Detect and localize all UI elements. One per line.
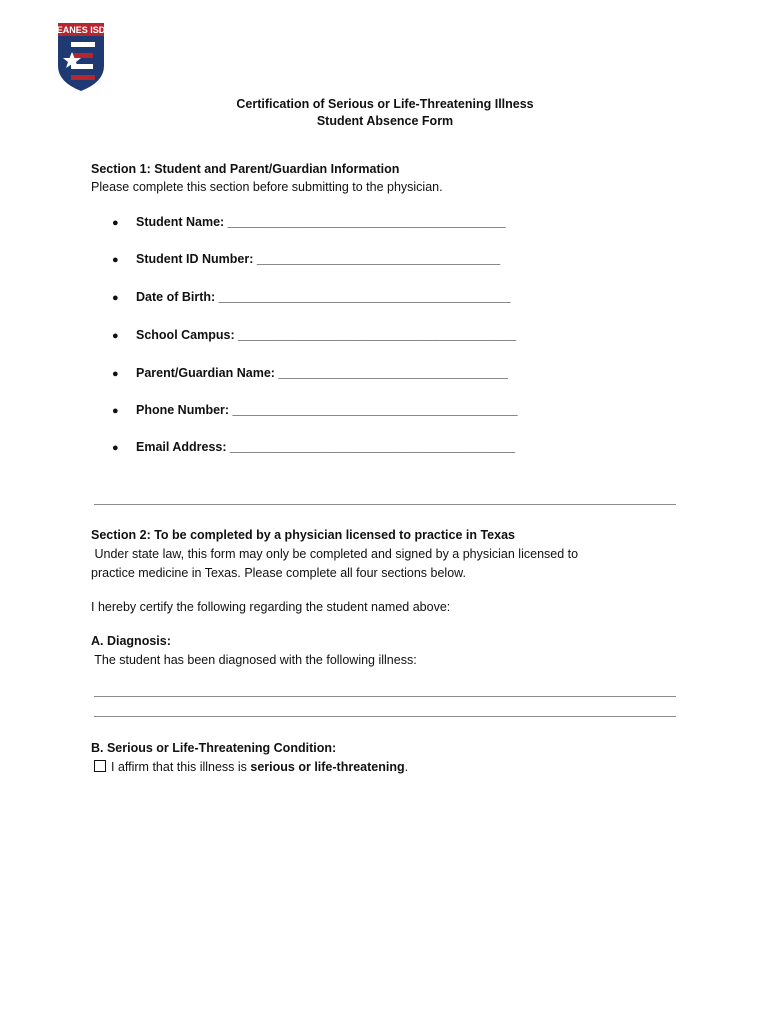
section1-instruction: Please complete this section before submitting to the physician. [91, 180, 443, 194]
section2-law-text-2: practice medicine in Texas. Please complete all four sections below. [91, 566, 466, 580]
student-id-field[interactable]: ● Student ID Number: ___________________________________ [112, 252, 501, 266]
section1-heading: Section 1: Student and Parent/Guardian Information [91, 162, 400, 176]
section2-law-text-1: Under state law, this form may only be completed and signed by a physician licensed to [91, 547, 579, 561]
section2-heading: Section 2: To be completed by a physician licensed to practice in Texas [91, 528, 515, 542]
bullet-icon: ● [112, 292, 119, 304]
form-subtitle: Student Absence Form [316, 114, 454, 128]
checkbox-icon[interactable] [94, 760, 106, 772]
form-title: Certification of Serious or Life-Threatening Illness [236, 97, 534, 111]
bullet-icon: ● [112, 330, 119, 342]
bullet-icon: ● [112, 217, 119, 229]
diagnosis-line-2[interactable] [94, 716, 676, 717]
bullet-icon: ● [112, 405, 119, 417]
phone-number-field[interactable]: ● Phone Number: _________________________________________ [112, 403, 518, 417]
certify-statement: I hereby certify the following regarding the student named above: [91, 600, 451, 614]
diagnosis-text: The student has been diagnosed with the following illness: [91, 653, 417, 667]
bullet-icon: ● [112, 368, 119, 380]
diagnosis-line-1[interactable] [94, 696, 676, 697]
school-campus-field[interactable]: ● School Campus: ________________________________________ [112, 328, 517, 342]
logo-text: EANES ISD [57, 25, 105, 35]
diagnosis-heading: A. Diagnosis: [91, 634, 171, 648]
section-divider [94, 504, 676, 505]
bullet-icon: ● [112, 442, 119, 454]
parent-guardian-name-field[interactable]: ● Parent/Guardian Name: _________________________________ [112, 366, 508, 380]
student-name-field[interactable]: ● Student Name: ________________________________________ [112, 215, 506, 229]
serious-condition-checkbox-row[interactable]: I affirm that this illness is serious or life-threatening. [94, 760, 408, 774]
district-logo [57, 22, 105, 92]
email-address-field[interactable]: ● Email Address: _________________________________________ [112, 440, 516, 454]
date-of-birth-field[interactable]: ● Date of Birth: __________________________________________ [112, 290, 511, 304]
condition-heading: B. Serious or Life-Threatening Condition: [91, 741, 337, 755]
bullet-icon: ● [112, 254, 119, 266]
